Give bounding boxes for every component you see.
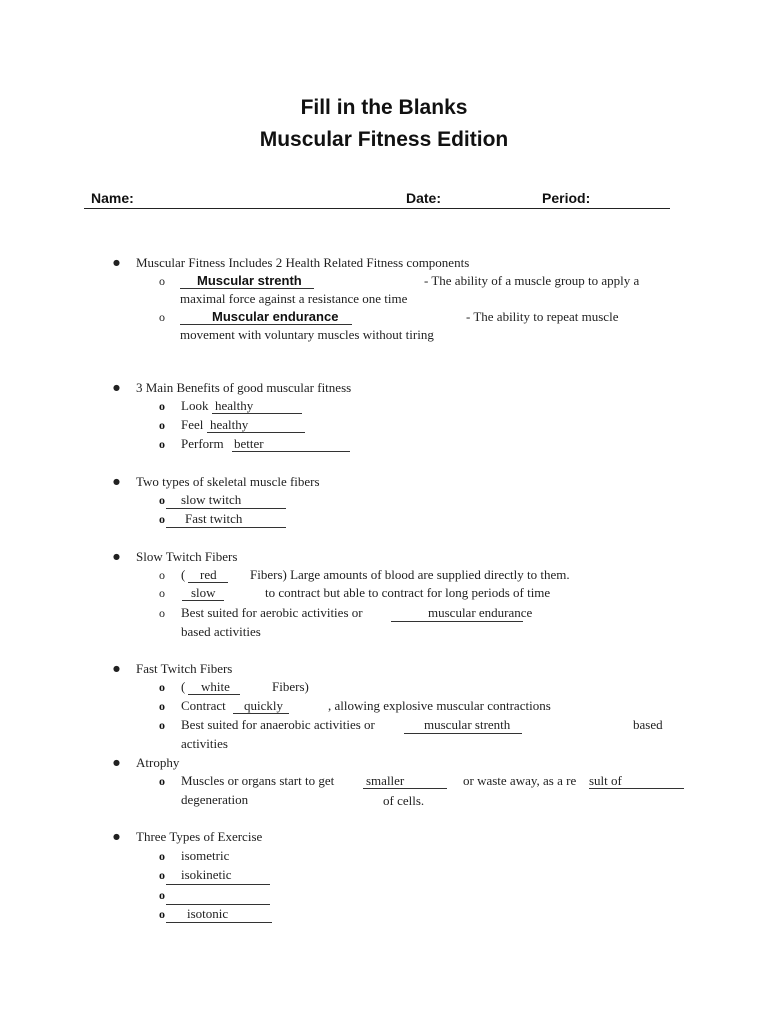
fitness-heading: Muscular Fitness Includes 2 Health Related Fitness components (136, 255, 470, 270)
answer-muscular-endurance: Muscular endurance (212, 309, 339, 324)
answer-muscular-strength-activities: muscular strenth (424, 717, 511, 732)
fitness-item2-cont: movement with voluntary muscles without tiring (180, 327, 434, 342)
title-line-1: Fill in the Blanks (300, 96, 468, 119)
answer-isotonic: isotonic (187, 906, 229, 921)
sub-bullet: o (159, 699, 165, 713)
blank-line (166, 922, 272, 923)
sub-bullet: o (159, 888, 165, 902)
benefit1-prefix: Look (181, 398, 209, 413)
answer-isometric: isometric (181, 848, 230, 863)
benefit2-prefix: Feel (181, 417, 204, 432)
atrophy-item1-mid: or waste away, as a re (463, 773, 577, 788)
sub-bullet: o (159, 774, 165, 788)
sub-bullet: o (159, 568, 165, 582)
answer-fast-twitch: Fast twitch (185, 511, 243, 526)
blank-line (404, 733, 522, 734)
blank-line (166, 508, 286, 509)
slow-item1-open: ( (181, 567, 186, 582)
answer-slow: slow (191, 585, 216, 600)
fitness-item1-text: - The ability of a muscle group to apply a (424, 273, 640, 288)
sub-bullet: o (159, 868, 165, 882)
fitness-item2-text: - The ability to repeat muscle (466, 309, 619, 324)
exercise-heading: Three Types of Exercise (136, 829, 263, 844)
date-label: Date: (406, 190, 442, 206)
blank-line (166, 884, 270, 885)
blank-line (391, 621, 523, 622)
answer-red: red (200, 567, 217, 582)
fast-item1-close: Fibers) (272, 679, 309, 694)
sub-bullet: o (159, 907, 165, 921)
fast-item3-suffix: based (633, 717, 663, 732)
slow-item2-text: to contract but able to contract for long periods of time (265, 585, 551, 600)
answer-muscular-endurance-activities: muscular endurance (428, 605, 533, 620)
sub-bullet: o (159, 512, 165, 526)
slow-item3-cont: based activities (181, 624, 261, 639)
answer-result-of: sult of (589, 773, 622, 788)
fitness-item1-cont: maximal force against a resistance one time (180, 291, 408, 306)
period-label: Period: (542, 190, 591, 206)
sub-bullet: o (159, 493, 165, 507)
benefits-heading: 3 Main Benefits of good muscular fitness (136, 380, 352, 395)
answer-isokinetic: isokinetic (181, 867, 232, 882)
sub-bullet: o (159, 606, 165, 620)
answer-smaller: smaller (366, 773, 405, 788)
slow-item1-text: Fibers) Large amounts of blood are supplied directly to them. (250, 567, 570, 582)
sub-bullet: o (159, 849, 165, 863)
answer-perform-better: better (234, 436, 264, 451)
sub-bullet: o (159, 399, 165, 413)
title-line-2: Muscular Fitness Edition (259, 128, 509, 151)
answer-degeneration: degeneration (181, 792, 249, 807)
atrophy-item1-prefix: Muscles or organs start to get (181, 773, 335, 788)
slow-heading: Slow Twitch Fibers (136, 549, 238, 564)
blank-line (166, 904, 270, 905)
benefit3-prefix: Perform (181, 436, 224, 451)
fast-item2-text: , allowing explosive muscular contractions (328, 698, 551, 713)
atrophy-heading: Atrophy (136, 755, 180, 770)
bullet: ● (113, 552, 120, 561)
answer-look-healthy: healthy (215, 398, 254, 413)
answer-white: white (201, 679, 230, 694)
name-label: Name: (91, 190, 134, 206)
sub-bullet: o (159, 310, 165, 324)
atrophy-item1-cont-suffix: of cells. (383, 793, 425, 808)
answer-slow-twitch: slow twitch (181, 492, 242, 507)
bullet: ● (113, 664, 120, 673)
fast-item3-cont: activities (181, 736, 228, 751)
bullet: ● (113, 758, 120, 767)
bullet: ● (113, 258, 120, 267)
answer-feel-healthy: healthy (210, 417, 249, 432)
sub-bullet: o (159, 437, 165, 451)
sub-bullet: o (159, 418, 165, 432)
fiber-types-heading: Two types of skeletal muscle fibers (136, 474, 320, 489)
slow-item3-prefix: Best suited for aerobic activities or (181, 605, 363, 620)
fast-item2-prefix: Contract (181, 698, 226, 713)
sub-bullet: o (159, 586, 165, 600)
bullet: ● (113, 383, 120, 392)
sub-bullet: o (159, 718, 165, 732)
answer-muscular-strength: Muscular strenth (197, 273, 302, 288)
fast-heading: Fast Twitch Fibers (136, 661, 233, 676)
fast-item3-prefix: Best suited for anaerobic activities or (181, 717, 375, 732)
answer-quickly: quickly (244, 698, 283, 713)
sub-bullet: o (159, 680, 165, 694)
blank-line (166, 527, 286, 528)
sub-bullet: o (159, 274, 165, 288)
fast-item1-open: ( (181, 679, 186, 694)
header-rule (84, 208, 670, 209)
bullet: ● (113, 832, 120, 841)
bullet: ● (113, 477, 120, 486)
